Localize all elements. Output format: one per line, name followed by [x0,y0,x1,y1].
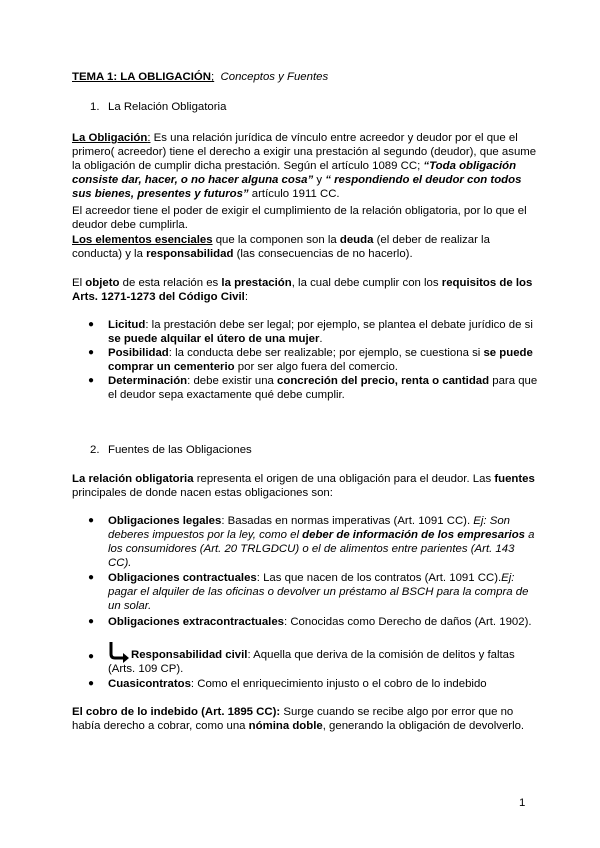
section-1-number: 1. [90,101,100,113]
list-item-extracontractuales: Obligaciones extracontractuales: Conocidas como Derecho de daños (Art. 1902). [108,616,532,628]
bullet-icon: ● [88,651,95,662]
list-item-posibilidad: Posibilidad: la conducta debe ser realizable; por ejemplo, se cuestiona si se puede [108,347,533,359]
bullet-icon: ● [88,319,95,330]
list-item-contractuales: Obligaciones contractuales: Las que nacen de los contratos (Art. 1091 CC).Ej: [108,572,515,584]
document-page: TEMA 1: LA OBLIGACIÓN; Conceptos y Fuentes 1. La Relación Obligatoria La Obligación: Es una relación jurídica de vínculo entre acreedor y deudor por el que el primero( acreedor) tiene el derecho a exigir una prestación al segundo (deudor), que asume la obligación de cumplir dicha prestación. Según el artículo 1089 CC; “Toda obligación consiste dar, hacer, o no hacer alguna cosa” y “ respondiendo el deudor con todos sus bienes, presentes y futuros” artículo 1911 CC. El acreedor tiene el poder de exigir el cumplimiento de la relación obligatoria, por lo que el deudor debe cumplirla. Los elementos esenciales que la componen son la deuda (el deber de realizar la conducta) y la responsabilidad (las consecuencias de no hacerlo). El objeto de esta relación es la prestación, la cual debe cumplir con los requisitos de los Arts. 1271-1273 del Código Civil: ● Licitud: la prestación debe ser legal; por ejemplo, se plantea el debate jurídico de si se puede alquilar el útero de una mujer. ● Posibilidad: la conducta debe ser realizable; por ejemplo, se cuestiona si se puede comprar un cementerio por ser algo fuera del comercio. ● Determinación: debe existir una concreción del precio, renta o cantidad para que el deudor sepa exactamente qué debe cumplir. 2. Fuentes de las Obligaciones La relación obligatoria representa el origen de una obligación para el deudor. Las fuentes principales de donde nacen estas obligaciones son: ● Obligaciones legales: Basadas en normas imperativas (Art. 1091 CC). Ej: Son deberes impuestos por la ley, como el deber de información de los empresarios a los consumidores (Art. 20 TRLGDCU) o el de alimentos entre parientes (Art. 143 CC). ● Obligaciones contractuales: Las que nacen de los contratos (Art. 1091 CC).Ej: pagar el alquiler de las oficinas o devolver un préstamo al BSCH para la compra de un solar. ● Obligaciones extracontractuales: Conocidas como Derecho de daños (Art. 1902). ● Responsabilidad civil: Aquella que deriva de la comisión de delitos y faltas (Arts. 109 CP). ● Cuasicontratos: Como el enriquecimiento injusto o el cobro de lo indebido El cobro de lo indebido (Art. 1895 CC): Surge cuando se recibe algo por error que no había derecho a cobrar, como una nómina doble, generando la obligación de devolverlo. 1 [0,0,600,848]
bullet-icon: ● [88,678,95,689]
bullet-icon: ● [88,347,95,358]
list-item-cuasicontratos: Cuasicontratos: Como el enriquecimiento injusto o el cobro de lo indebido [108,678,487,690]
bullet-icon: ● [88,375,95,386]
paragraph-objeto: El objeto de esta relación es la prestación, la cual debe cumplir con los requisitos de los [72,277,533,289]
bullet-icon: ● [88,616,95,627]
paragraph-elementos: Los elementos esenciales que la componen son la deuda (el deber de realizar la [72,234,490,246]
paragraph-obligacion: La Obligación: Es una relación jurídica de vínculo entre acreedor y deudor por el que el [72,132,518,144]
section-2-heading: Fuentes de las Obligaciones [108,444,252,456]
bullet-icon: ● [88,515,95,526]
section-1-heading: La Relación Obligatoria [108,101,227,113]
paragraph-acreedor: El acreedor tiene el poder de exigir el cumplimiento de la relación obligatoria, por lo que el [72,205,527,217]
list-item-legales: Obligaciones legales: Basadas en normas imperativas (Art. 1091 CC). Ej: Son [108,515,511,527]
list-item-determinacion: Determinación: debe existir una concreción del precio, renta o cantidad para que [108,375,538,387]
page-number: 1 [519,797,526,809]
title-sub: Conceptos y Fuentes [220,71,329,83]
title-main: TEMA 1: LA OBLIGACIÓN [72,71,212,83]
list-item-licitud: Licitud: la prestación debe ser legal; por ejemplo, se plantea el debate jurídico de si [108,319,533,331]
paragraph-cobro-indebido: El cobro de lo indebido (Art. 1895 CC): Surge cuando se recibe algo por error que no [72,706,514,718]
list-item-responsabilidad-civil: Responsabilidad civil: Aquella que deriva de la comisión de delitos y faltas [131,649,515,661]
paragraph-fuentes: La relación obligatoria representa el origen de una obligación para el deudor. Las fuentes [72,473,535,485]
curved-arrow-icon [108,641,130,663]
document-title: TEMA 1: LA OBLIGACIÓN; Conceptos y Fuentes [72,71,329,83]
bullet-icon: ● [88,572,95,583]
section-2-number: 2. [90,444,100,456]
